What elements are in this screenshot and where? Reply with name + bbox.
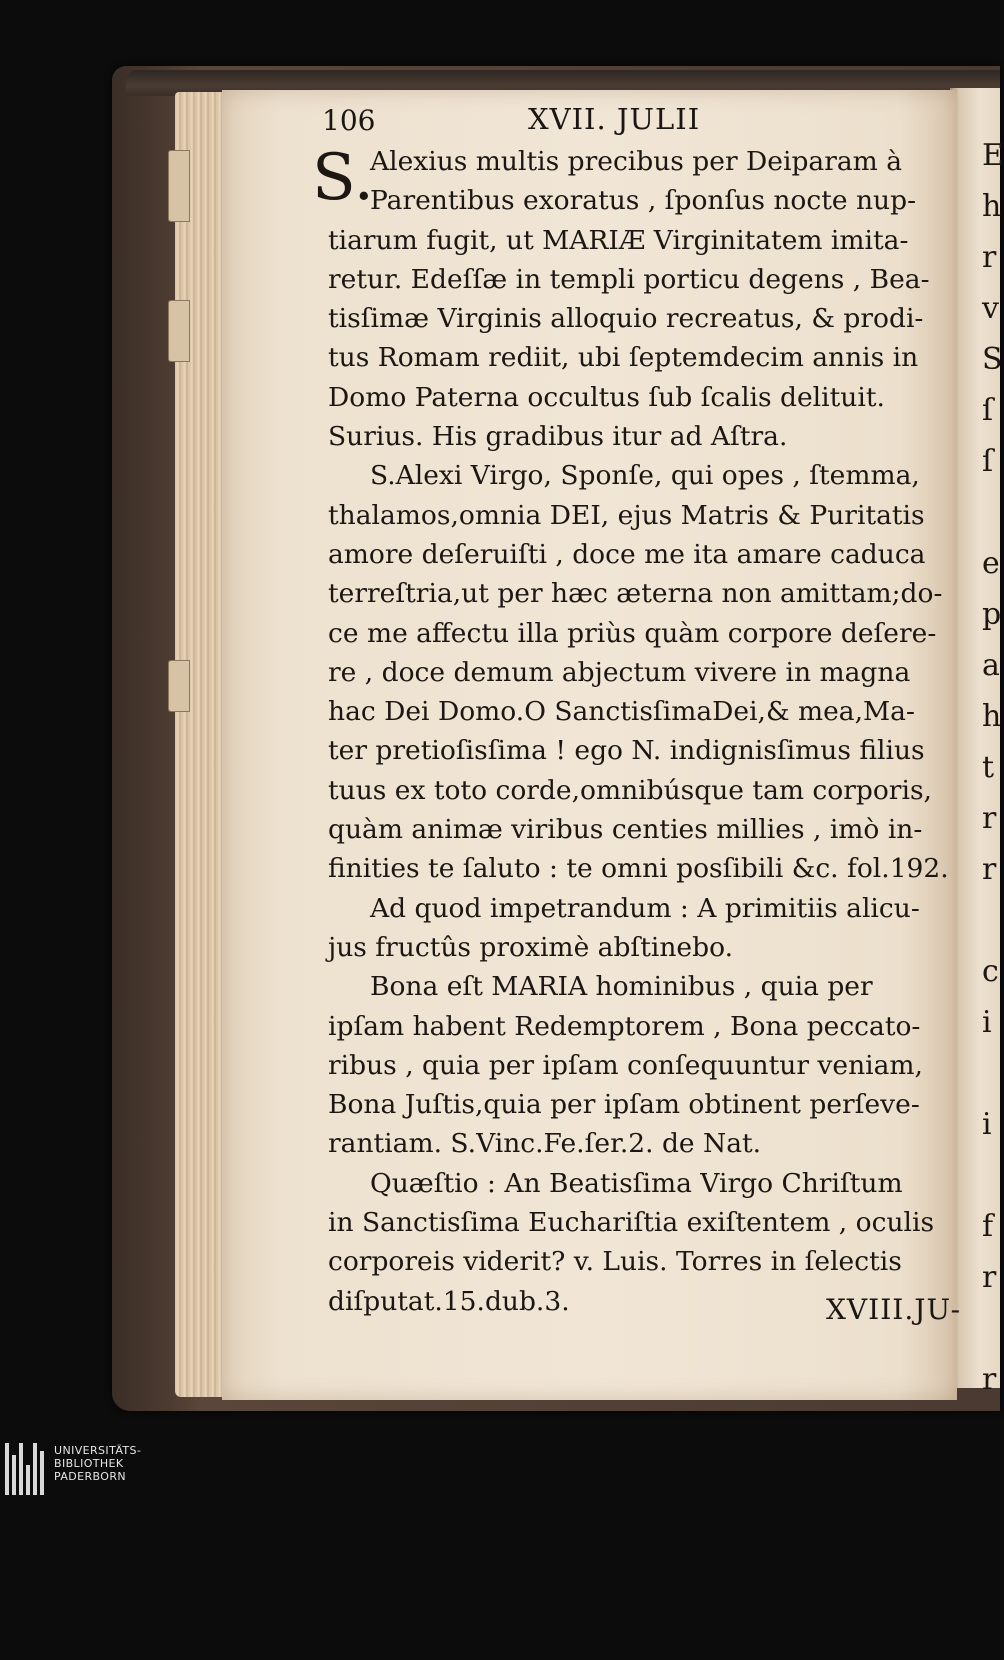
text-line: retur. Edeſſæ in templi porticu degens , Bea- <box>328 263 930 295</box>
facing-page-letter: r <box>982 852 997 887</box>
text-line: Bona eſt MARIA hominibus , quia per <box>370 971 873 1003</box>
text-line: finities te ſaluto : te omni posſibili &c. fol.192. <box>328 853 949 885</box>
facing-page-letter <box>982 1150 1000 1201</box>
library-logo-line: PADERBORN <box>54 1470 127 1483</box>
text-line: diſputat.15.dub.3. <box>328 1285 570 1317</box>
text-line: Quæſtio : An Beatisſima Virgo Chriſtum <box>370 1167 903 1199</box>
facing-page-letter: p <box>982 597 1002 632</box>
text-line: Parentibus exoratus , ſponſus nocte nup- <box>370 185 917 217</box>
text-line: rantiam. S.Vinc.Fe.ſer.2. de Nat. <box>328 1128 762 1160</box>
text-line: tus Romam rediit, ubi ſeptemdecim annis in <box>328 342 919 374</box>
facing-page-letter: r <box>982 1260 997 1295</box>
page-number: 106 <box>322 104 376 137</box>
page-tab <box>168 150 190 222</box>
running-title: XVII. JULII <box>528 102 701 136</box>
page-tab <box>168 300 190 362</box>
text-line: jus fructûs proximè abſtinebo. <box>328 931 733 963</box>
text-line: Ad quod impetrandum : A primitiis alicu- <box>370 892 920 924</box>
facing-page-letter: S <box>982 342 1003 377</box>
facing-page-letter <box>982 487 1000 538</box>
text-line: in Sanctisſima Euchariſtia exiſtentem , oculis <box>328 1207 935 1239</box>
text-line: re , doce demum abjectum vivere in magna <box>328 656 911 688</box>
catchword: XVIII.JU- <box>826 1293 962 1326</box>
library-logo-mark <box>5 1443 47 1495</box>
text-line: terreſtria,ut per hæc æterna non amittam;do- <box>328 578 943 610</box>
facing-page-letter: v <box>982 291 999 326</box>
text-line: Bona Juſtis,quia per ipſam obtinent perſeve- <box>328 1089 920 1121</box>
text-line: corporeis viderit? v. Luis. Torres in ſelectis <box>328 1246 902 1278</box>
page-header <box>322 102 922 142</box>
library-logo <box>0 1440 200 1499</box>
text-line: thalamos,omnia DEI, ejus Matris & Puritatis <box>328 499 925 531</box>
text-line: ribus , quia per ipſam conſequuntur veniam, <box>328 1049 923 1081</box>
facing-page-letter: ſ <box>982 393 994 428</box>
facing-page-letter <box>982 1456 1000 1507</box>
facing-page-letter: a <box>982 648 1000 683</box>
facing-page-letter <box>982 895 1000 946</box>
text-line: quàm animæ viribus centies millies , imò in- <box>328 814 923 846</box>
text-line: tuus ex toto corde,omnibúsque tam corporis, <box>328 774 932 806</box>
page-tab <box>168 660 190 712</box>
facing-page-letter: i <box>982 1107 992 1142</box>
facing-page-letter <box>982 1507 1000 1558</box>
facing-page-letter: r <box>982 1362 997 1397</box>
facing-page-letter: h <box>982 189 1002 224</box>
facing-page-letter: e <box>982 546 1000 581</box>
facing-page-letter: r <box>982 801 997 836</box>
facing-page-letter <box>982 1405 1000 1456</box>
facing-page-letter: E <box>982 138 1004 173</box>
library-logo-line: BIBLIOTHEK <box>54 1457 124 1470</box>
text-line: ipſam habent Redemptorem , Bona peccato- <box>328 1010 921 1042</box>
facing-page-letter <box>982 1048 1000 1099</box>
text-line: S.Alexi Virgo, Sponſe, qui opes , ſtemma, <box>370 460 920 492</box>
facing-page-letters <box>982 130 1004 1660</box>
text-line: amore deſeruiſti , doce me ita amare caduca <box>328 538 926 570</box>
text-line: Alexius multis precibus per Deiparam à <box>370 146 903 177</box>
facing-page-letter: t <box>982 750 995 785</box>
text-line: hac Dei Domo.O SanctisſimaDei,& mea,Ma- <box>328 696 915 728</box>
facing-page-letter: c <box>982 954 999 989</box>
text-line: ter pretioſisſima ! ego N. indignisſimus filius <box>328 735 925 767</box>
facing-page-letter: h <box>982 699 1002 734</box>
text-line: ce me affectu illa priùs quàm corpore deſere- <box>328 617 937 649</box>
drop-cap: S. <box>312 141 374 215</box>
text-line: Domo Paterna occultus ſub ſcalis delituit. <box>328 381 885 413</box>
page-text <box>328 142 963 1321</box>
facing-page-letter <box>982 1609 1000 1660</box>
facing-page-letter <box>982 1303 1000 1354</box>
text-line: tiarum fugit, ut MARIÆ Virginitatem imita- <box>328 224 909 256</box>
library-logo-line: UNIVERSITÄTS- <box>54 1444 142 1457</box>
facing-page-letter: r <box>982 240 997 275</box>
text-line: Surius. His gradibus itur ad Aſtra. <box>328 421 788 453</box>
library-logo-text <box>54 1444 141 1483</box>
text-line: tisſimæ Virginis alloquio recreatus, & prodi- <box>328 303 924 335</box>
facing-page-letter: ſ <box>982 444 994 479</box>
facing-page-letter <box>982 1558 1000 1609</box>
facing-page-letter: f <box>982 1209 994 1244</box>
facing-page-letter: i <box>982 1005 992 1040</box>
